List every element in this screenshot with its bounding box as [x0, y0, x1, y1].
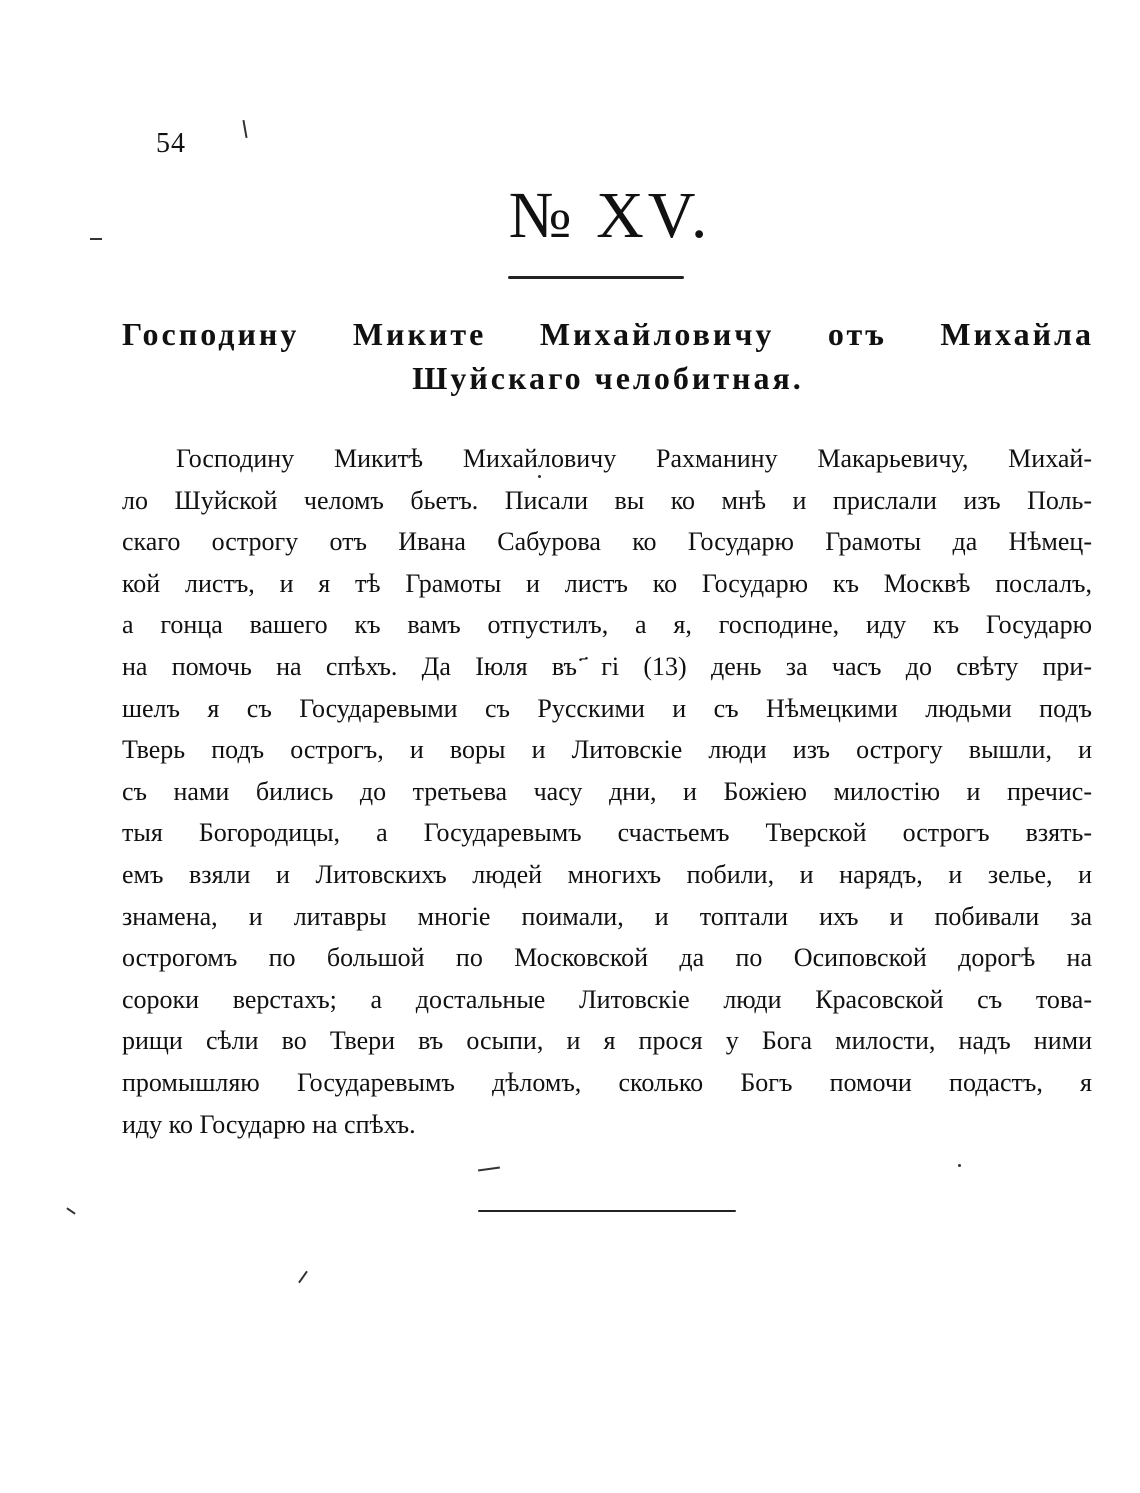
scan-speck — [298, 1271, 308, 1284]
scan-speck — [958, 1164, 961, 1167]
body-line: кой листъ, и я тѣ Грамоты и листъ ко Государю къ Москвѣ послалъ, — [122, 568, 1092, 598]
body-line: промышляю Государевымъ дѣломъ, сколько Богъ помочи подастъ, я — [122, 1067, 1092, 1097]
body-line: на помочь на спѣхъ. Да Іюля въ ҃гі (13) день за часъ до свѣту при- — [122, 651, 1092, 681]
title-line-2: Шуйскаго челобитная. — [412, 360, 804, 396]
body-line: острогомъ по большой по Московской да по Осиповской дорогѣ на — [122, 943, 1092, 973]
title-line-1: Господину Миките Михайловичу отъ Михайла — [122, 316, 1094, 352]
body-line: рищи сѣли во Твери въ осыпи, и я прося у Бога милости, надъ ними — [122, 1026, 1092, 1056]
body-line: съ нами бились до третьева часу дни, и Божіею милостію и пречис- — [122, 776, 1092, 806]
body-line: ло Шуйской челомъ бьетъ. Писали вы ко мнѣ и прислали изъ Поль- — [122, 485, 1092, 515]
body-line: скаго острогу отъ Ивана Сабурова ко Государю Грамоты да Нѣмец- — [122, 527, 1092, 557]
scan-speck — [242, 120, 247, 138]
scan-speck — [478, 1166, 500, 1171]
body-line: Тверь подъ острогъ, и воры и Литовскіе люди изъ острогу вышли, и — [122, 735, 1092, 765]
document-title — [122, 312, 1094, 400]
body-line: иду ко Государю на спѣхъ. — [122, 1109, 416, 1139]
page-number: 54 — [156, 128, 186, 159]
body-line: знамена, и литавры многіе поимали, и топтали ихъ и побивали за — [122, 901, 1092, 931]
scan-speck — [538, 475, 541, 478]
top-divider — [508, 276, 684, 279]
body-line: тыя Богородицы, а Государевымъ счастьемъ Тверской острогъ взять- — [122, 818, 1092, 848]
scan-speck — [90, 238, 102, 240]
body-line: Господину Микитѣ Михайловичу Рахманину Макарьевичу, Михай- — [176, 444, 1092, 473]
body-line: шелъ я съ Государевыми съ Русскими и съ Нѣмецкими людьми подъ — [122, 693, 1092, 723]
scan-speck — [66, 1207, 75, 1214]
body-line: а гонца вашего къ вамъ отпустилъ, а я, господине, иду къ Государю — [122, 610, 1092, 640]
bottom-divider — [478, 1210, 736, 1212]
body-line: емъ взяли и Литовскихъ людей многихъ побили, и нарядъ, и зелье, и — [122, 859, 1092, 889]
document-number: № XV. — [508, 179, 712, 252]
body-line: сороки верстахъ; а достальные Литовскіе люди Красовской съ това- — [122, 984, 1092, 1014]
letter-body — [122, 438, 1092, 1145]
